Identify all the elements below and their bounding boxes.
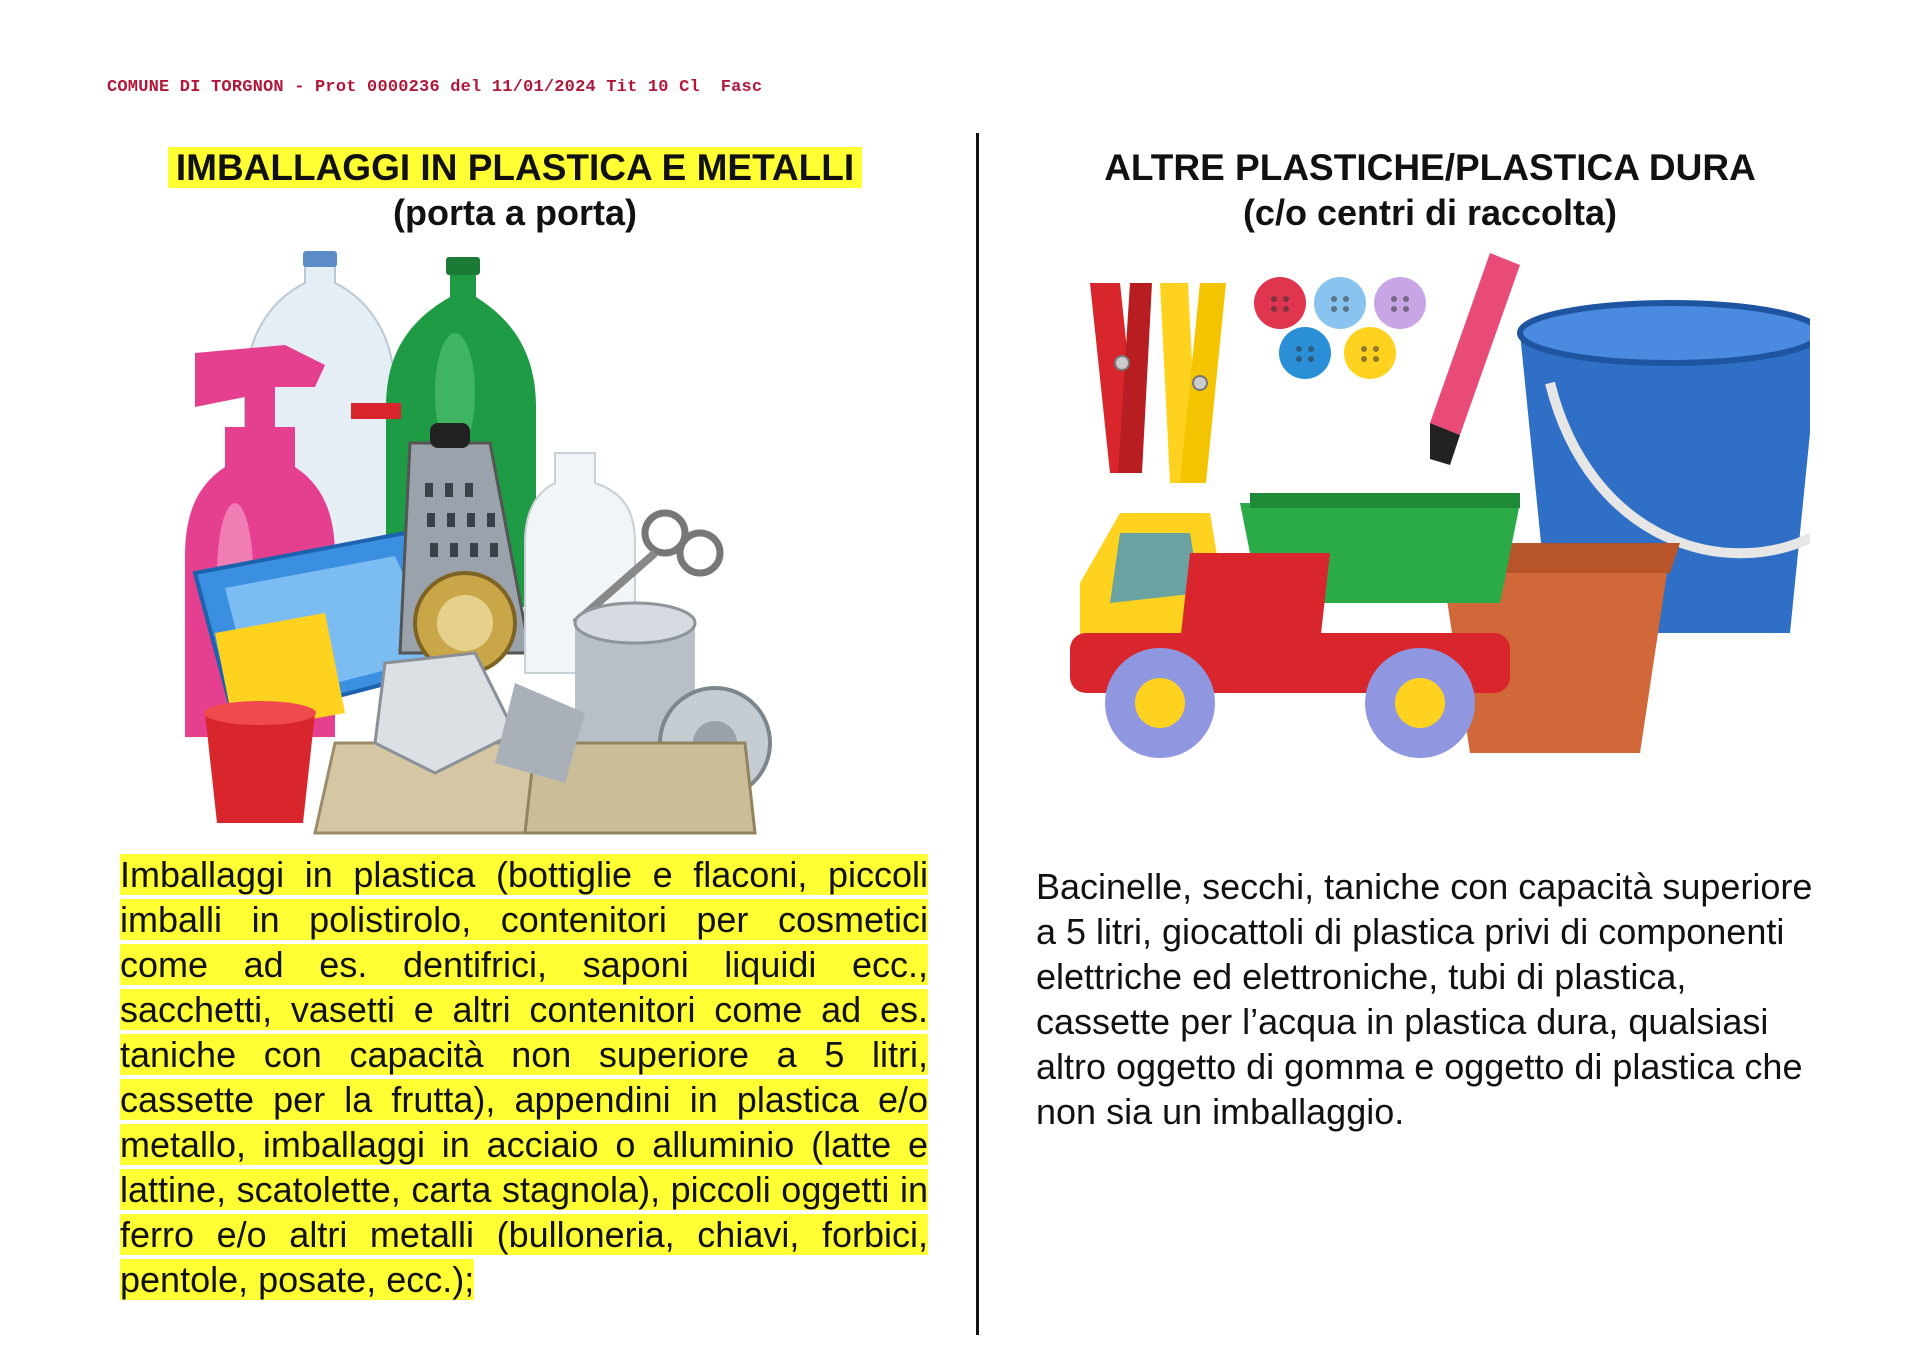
packaging-illustration xyxy=(155,243,875,841)
left-title xyxy=(100,145,930,191)
plastic-and-metal-packaging-icon xyxy=(155,243,875,841)
right-body: Bacinelle, secchi, taniche con capacità superiore a 5 litri, giocattoli di plastica privi di componenti elettriche ed elettroniche, tubi di plastica, cassette per l’acqua in plastica dura, qualsiasi altro oggetto di gomma e oggetto di plastica che non sia un imballaggio. xyxy=(1036,866,1813,1132)
left-subtitle: (porta a porta) xyxy=(392,192,637,233)
left-body xyxy=(120,852,928,1302)
right-column xyxy=(1020,145,1840,773)
hard-plastic-illustration xyxy=(1050,253,1810,773)
left-column xyxy=(100,145,930,841)
protocol-stamp: COMUNE DI TORGNON - Prot 0000236 del 11/01/2024 Tit 10 Cl Fasc xyxy=(107,78,763,97)
left-title-text: IMBALLAGGI IN PLASTICA E METALLI xyxy=(168,147,862,188)
column-divider xyxy=(976,133,979,1335)
left-body-text: Imballaggi in plastica (bottiglie e flaconi, piccoli imballi in polistirolo, contenitori per cosmetici come ad es. dentifrici, saponi liquidi ecc., sacchetti, vasetti e altri contenitori come ad es. taniche con capacità non superiore a 5 litri, cassette per la frutta), appendini in plastica e/o metallo, imballaggi in acciaio o alluminio (latte e lattine, scatolette, carta stagnola), piccoli oggetti in ferro e/o altri metalli (bulloneria, chiavi, forbici, pentole, posate, ecc.); xyxy=(120,854,928,1300)
right-subtitle: (c/o centri di raccolta) xyxy=(1242,192,1618,233)
right-title: ALTRE PLASTICHE/PLASTICA DURA xyxy=(1104,147,1756,188)
hard-plastic-items-icon xyxy=(1050,253,1810,773)
